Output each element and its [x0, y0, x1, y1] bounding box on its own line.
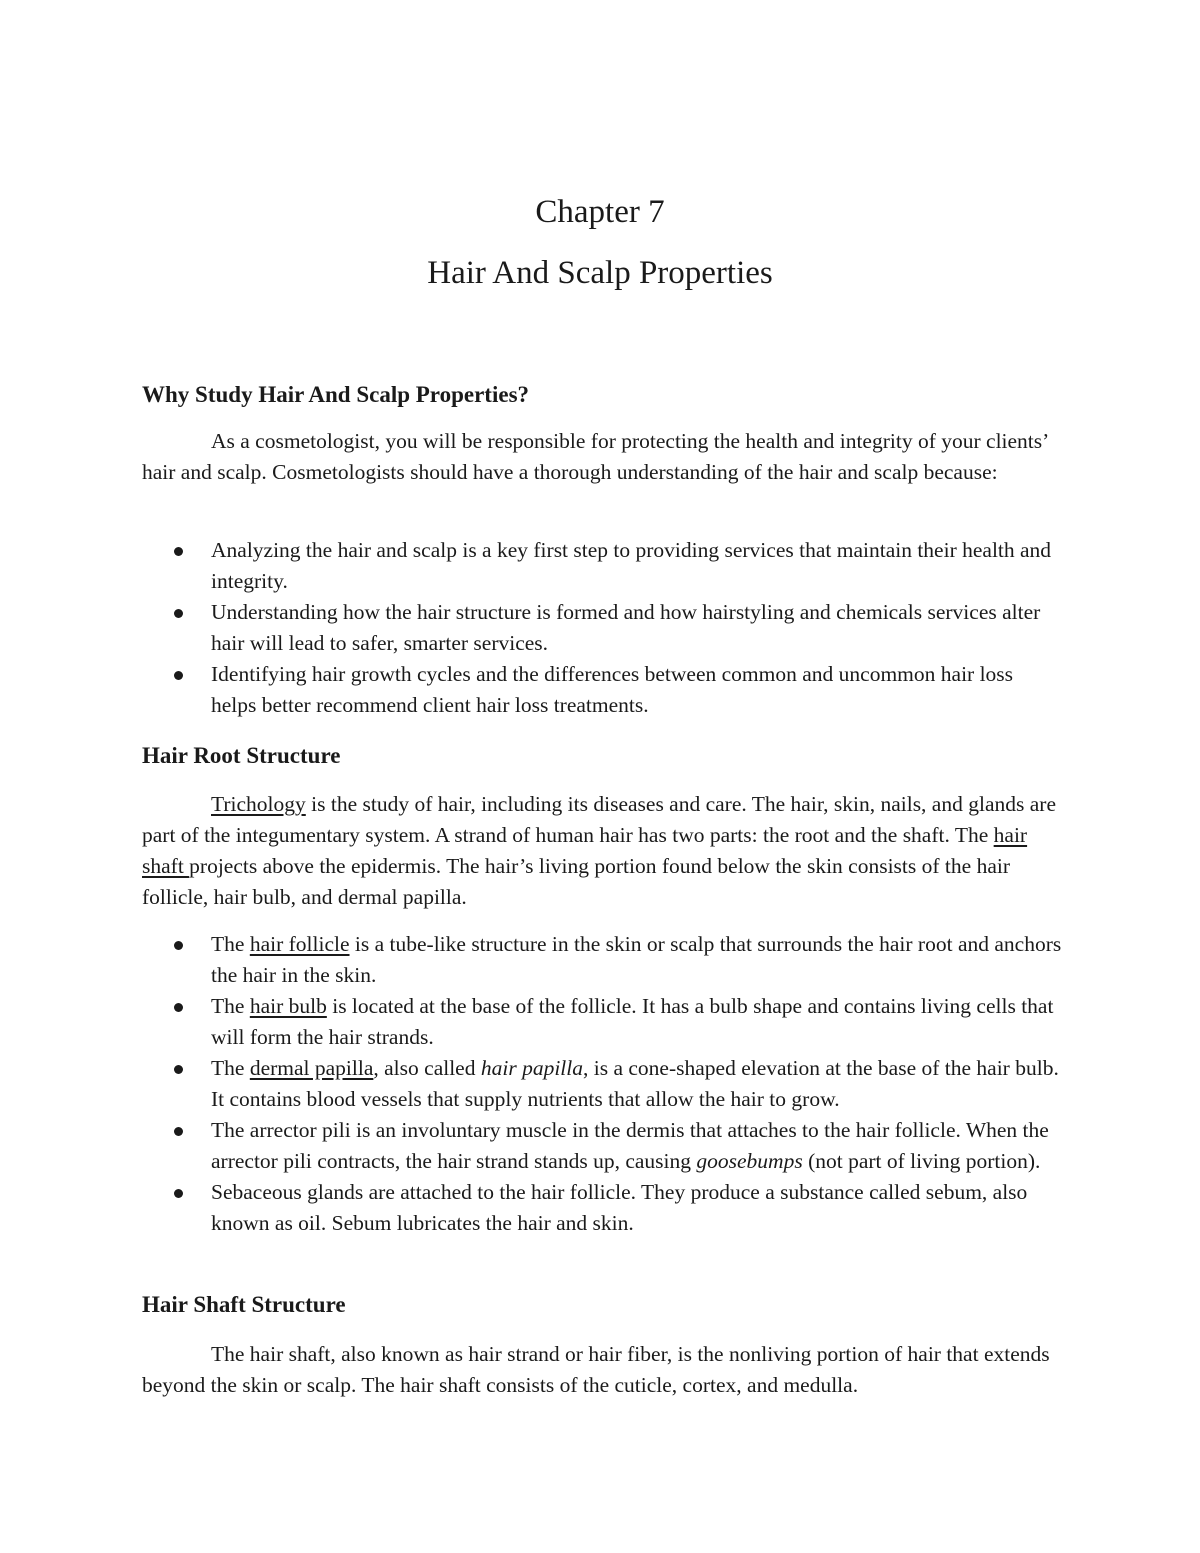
hair-root-paragraph: Trichology is the study of hair, including its diseases and care. The hair, skin, nails, and glands are part of the integumentary system. A strand of human hair has two parts: the root and the shaft. The hair shaft projects above the epidermis. The hair’s living portion found below the skin consists of the hair follicle, hair bulb, and dermal papilla.	[142, 792, 1056, 909]
hair-shaft-paragraph-text: The hair shaft, also known as hair strand or hair fiber, is the nonliving portion of hair that extends beyond the skin or scalp. The hair shaft consists of the cuticle, cortex, and medulla.	[142, 1342, 1050, 1397]
section-heading-hair-shaft: Hair Shaft Structure	[142, 1292, 346, 1317]
list-item: Identifying hair growth cycles and the differences between common and uncommon hair loss helps better recommend client hair loss treatments.	[142, 659, 1062, 721]
bullet-icon	[174, 609, 183, 618]
hair-shaft-paragraph	[142, 1339, 1062, 1401]
chapter-title: Hair And Scalp Properties	[427, 255, 773, 291]
why-study-paragraph	[142, 426, 1062, 488]
why-study-bullet-list	[142, 535, 1062, 721]
term-hair-follicle: hair follicle	[249, 932, 350, 956]
bullet-icon	[174, 1127, 183, 1136]
bullet-icon	[174, 547, 183, 556]
list-item: The dermal papilla, also called hair papilla, is a cone-shaped elevation at the base of the hair bulb. It contains blood vessels that supply nutrients that allow the hair to grow.	[142, 1053, 1062, 1115]
bullet-icon	[174, 1003, 183, 1012]
bullet-icon	[174, 1189, 183, 1198]
bullet-icon	[174, 1065, 183, 1074]
chapter-number: Chapter 7	[535, 194, 665, 230]
term-hair-papilla: hair papilla	[480, 1056, 583, 1080]
bullet-icon	[174, 941, 183, 950]
why-study-paragraph-text: As a cosmetologist, you will be responsible for protecting the health and integrity of your clients’ hair and scalp. Cosmetologists should have a thorough understanding of the hair and scalp because:	[142, 429, 1048, 484]
term-trichology: Trichology	[211, 792, 306, 816]
term-goosebumps: goosebumps	[696, 1149, 803, 1173]
hair-root-bullet-list	[142, 929, 1062, 1239]
bullet-icon	[174, 671, 183, 680]
term-dermal-papilla: dermal papilla	[249, 1056, 374, 1080]
term-hair-shaft: hair shaft	[142, 823, 1028, 878]
section-heading-why-study: Why Study Hair And Scalp Properties?	[142, 382, 530, 407]
list-item: The hair follicle is a tube-like structure in the skin or scalp that surrounds the hair root and anchors the hair in the skin.	[142, 929, 1062, 991]
list-item: The hair bulb is located at the base of the follicle. It has a bulb shape and contains living cells that will form the hair strands.	[142, 991, 1062, 1053]
list-item: Sebaceous glands are attached to the hair follicle. They produce a substance called sebum, also known as oil. Sebum lubricates the hair and skin.	[142, 1177, 1062, 1239]
term-hair-bulb: hair bulb	[249, 994, 327, 1018]
list-item: Understanding how the hair structure is formed and how hairstyling and chemicals services alter hair will lead to safer, smarter services.	[142, 597, 1062, 659]
section-heading-hair-root: Hair Root Structure	[142, 743, 341, 768]
list-item: Analyzing the hair and scalp is a key first step to providing services that maintain their health and integrity.	[142, 535, 1062, 597]
list-item: The arrector pili is an involuntary muscle in the dermis that attaches to the hair follicle. When the arrector pili contracts, the hair strand stands up, causing goosebumps (not part of living portion).	[142, 1115, 1062, 1177]
